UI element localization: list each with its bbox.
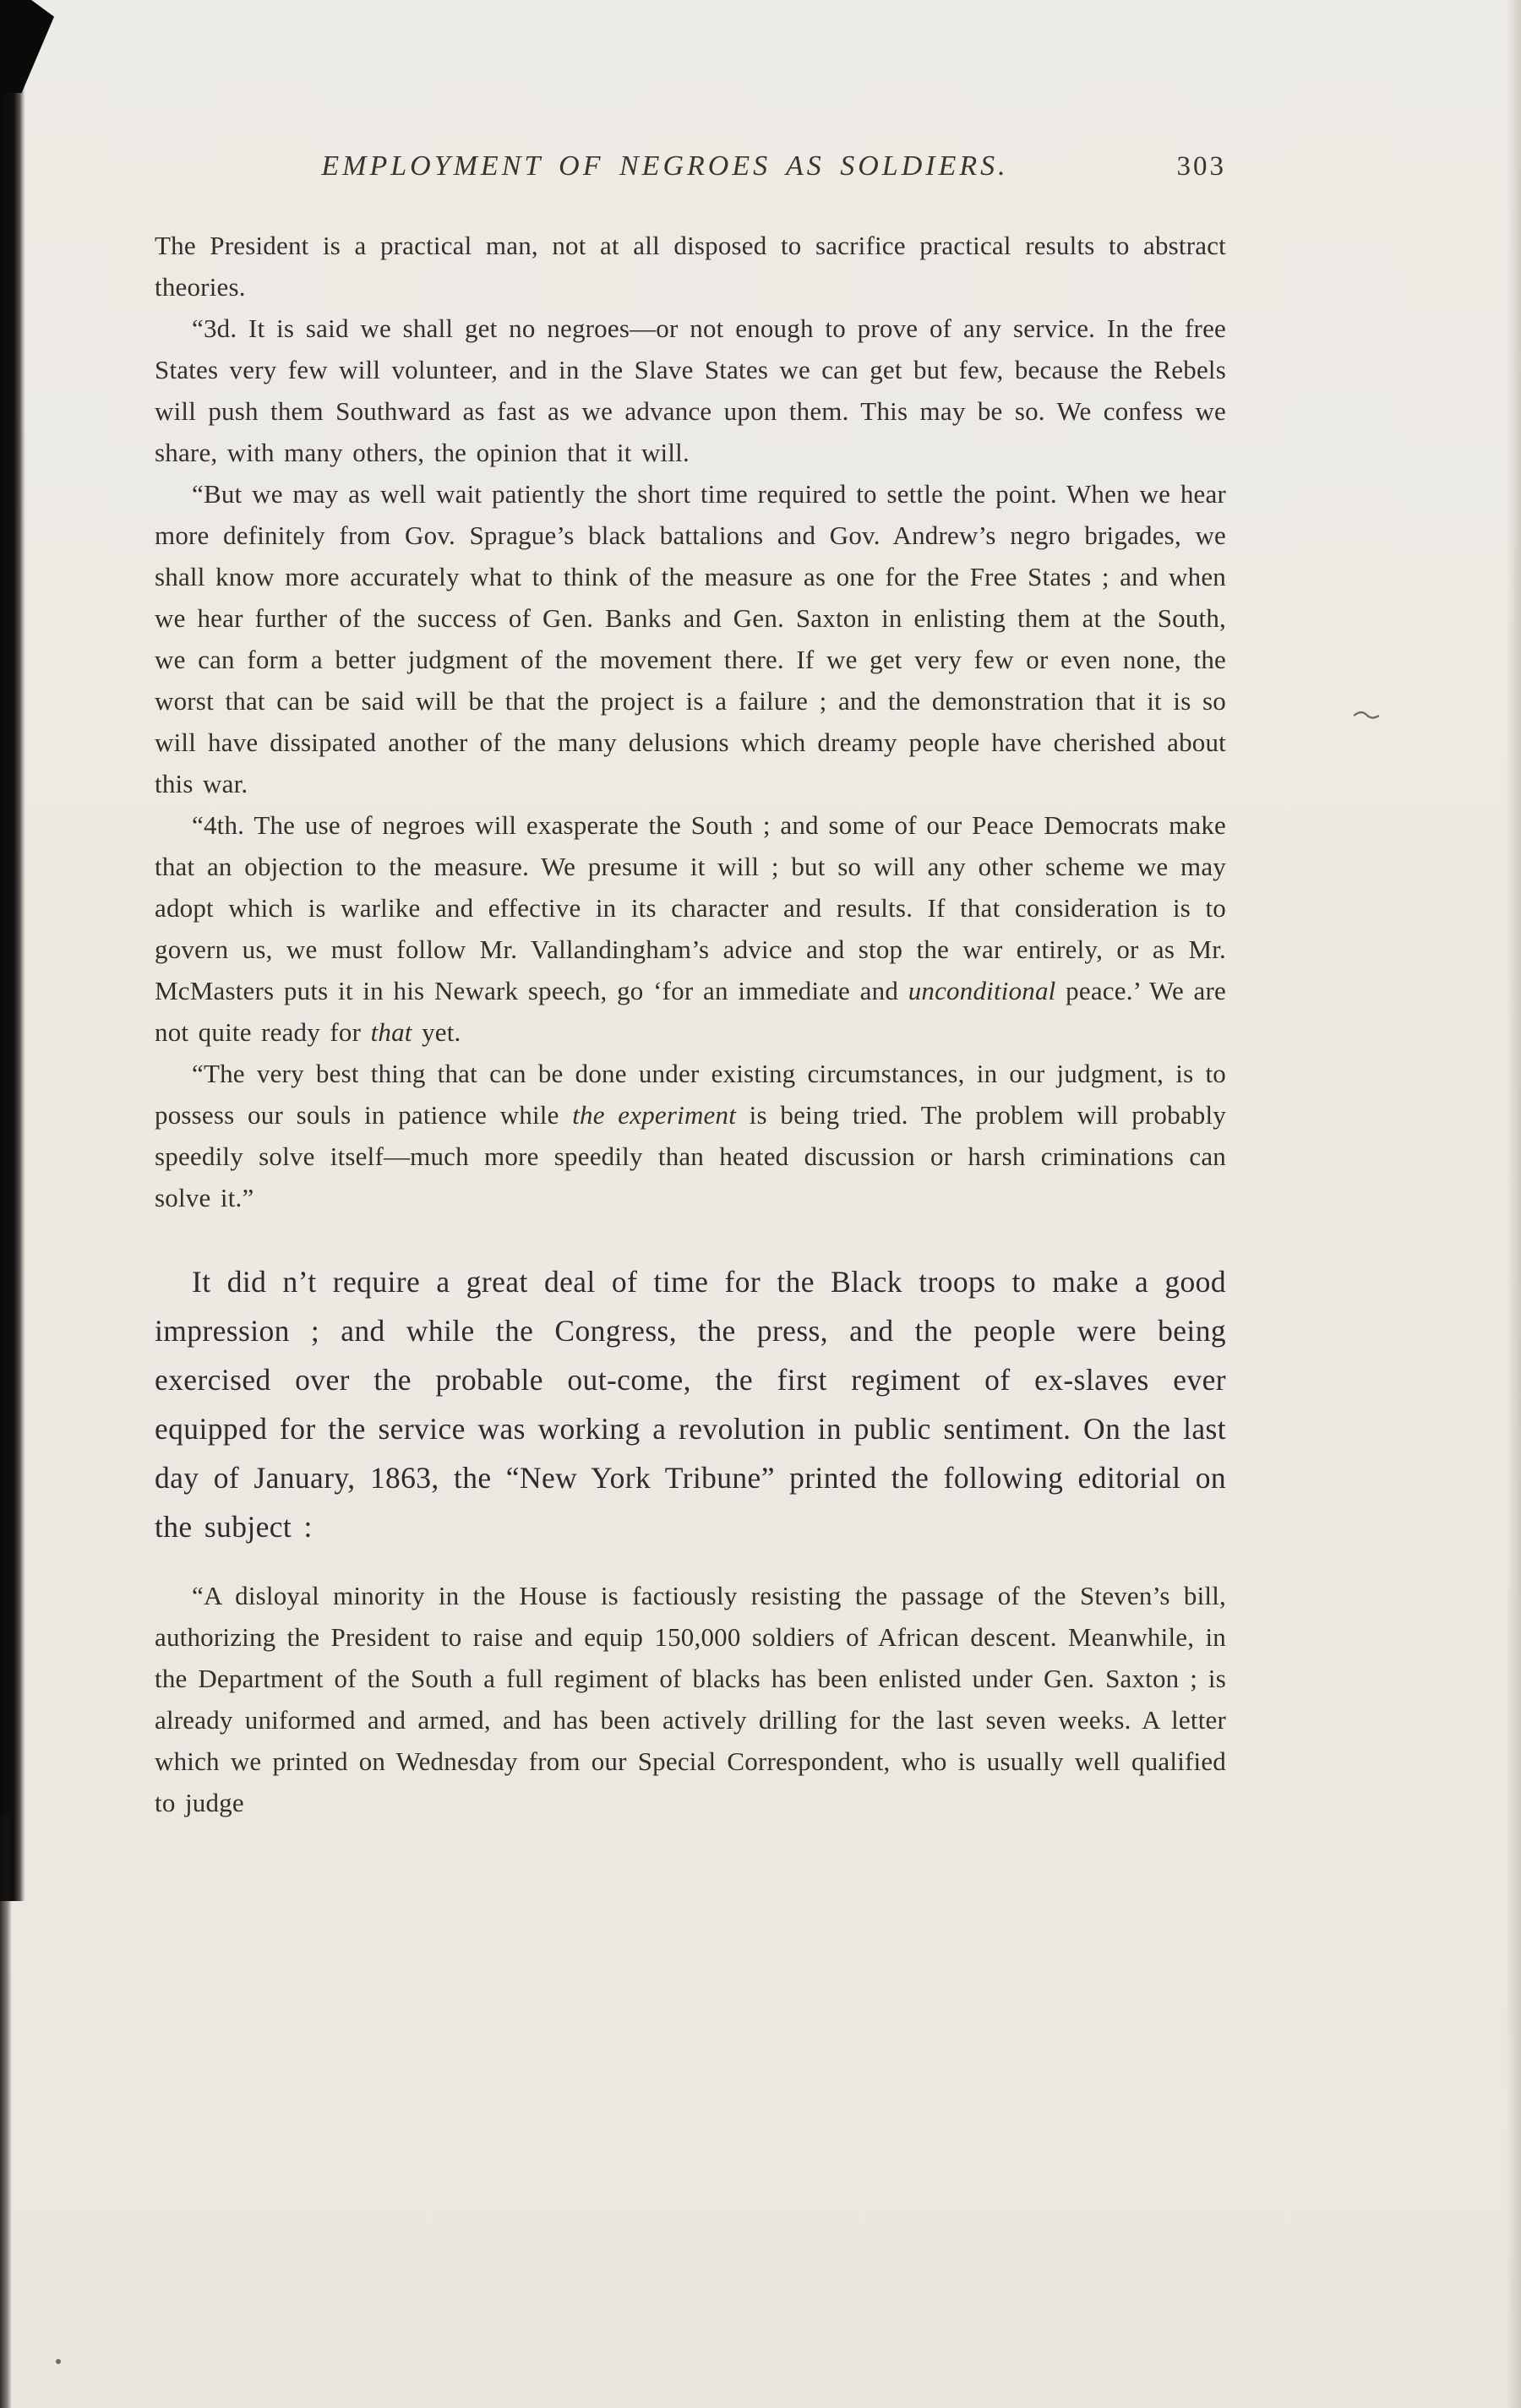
text-segment: peace.’ We are not quite ready for bbox=[155, 976, 1226, 1047]
paragraph bbox=[155, 1053, 1226, 1218]
running-header bbox=[155, 150, 1226, 189]
scan-right-edge-shade bbox=[1506, 0, 1521, 2408]
paragraph bbox=[155, 225, 1226, 308]
text-segment: “The very best thing that can be done under existing circumstances, in our judgment, is to possess our souls in patience while bbox=[155, 1059, 1226, 1130]
header-title: EMPLOYMENT OF NEGROES AS SOLDIERS. bbox=[321, 150, 1009, 182]
page-number: 303 bbox=[1176, 151, 1226, 182]
squiggle-icon bbox=[1353, 708, 1380, 724]
text-segment: is being tried. The problem will probably speedily solve itself—much more speedily than heated discussion or harsh criminations can solve it.” bbox=[155, 1100, 1227, 1212]
page-body bbox=[155, 225, 1226, 1823]
paragraph bbox=[155, 473, 1226, 804]
text-segment: “4th. The use of negroes will exasperate the South ; and some of our Peace Democrats make that an objection to the measure. We presume it will ; but so will any other scheme we may adopt which is warlike and effective in its character and results. If that consideration is to govern us, we must follow Mr. Vallandingham’s advice and stop the war entirely, or as Mr. McMasters puts it in his Newark speech, go ‘for an immediate and bbox=[155, 810, 1226, 1005]
scan-ink-dot bbox=[56, 2359, 61, 2364]
text-segment: The President is a practical man, not at all disposed to sacrifice practical results to abstract theories. bbox=[155, 231, 1226, 302]
text-segment: yet. bbox=[412, 1017, 461, 1047]
margin-pen-mark bbox=[1353, 708, 1380, 724]
text-segment: “But we may as well wait patiently the short time required to settle the point. When we hear more definitely from Gov. Sprague’s black battalions and Gov. Andrew’s negro brigades, we shall know more accurately what to think of the measure as one for the Free States ; and when we hear further of the success of Gen. Banks and Gen. Saxton in enlisting them at the South, we can form a better judgment of the movement there. If we get very few or even none, the worst that can be said will be that the project is a failure ; and the demonstration that it is so will have dissipated another of the many delusions which dreamy people have cherished about this war. bbox=[155, 479, 1226, 798]
scan-binding-shadow-lower bbox=[0, 1817, 12, 2408]
text-segment: that bbox=[370, 1017, 412, 1047]
paragraph bbox=[155, 1257, 1226, 1551]
text-segment: the experiment bbox=[572, 1100, 737, 1130]
scan-binding-shadow bbox=[0, 0, 25, 1901]
paragraph bbox=[155, 804, 1226, 1053]
text-segment: “3d. It is said we shall get no negroes—or not enough to prove of any service. In the free States very few will volunteer, and in the Slave States we can get but few, because the Rebels will push them Southward as fast as we advance upon them. This may be so. We confess we share, with many others, the opinion that it will. bbox=[155, 313, 1226, 467]
text-segment: It did n’t require a great deal of time for the Black troops to make a good impression ; and while the Congress, the press, and the people were being exercised over the probable out-come, the first regiment of ex-slaves ever equipped for the service was working a revolution in public sentiment. On the last day of January, 1863, the “New York Tribune” printed the following editorial on the subject : bbox=[155, 1265, 1226, 1544]
text-segment: “A disloyal minority in the House is factiously resisting the passage of the Steven’s bill, authorizing the President to raise and equip 150,000 soldiers of African descent. Meanwhile, in the Department of the South a full regiment of blacks has been enlisted under Gen. Saxton ; is already uniformed and armed, and has been actively drilling for the last seven weeks. A letter which we printed on Wednesday from our Special Correspondent, who is usually well qualified to judge bbox=[155, 1581, 1226, 1817]
paragraph bbox=[155, 308, 1226, 473]
paragraph bbox=[155, 1575, 1226, 1823]
text-segment: unconditional bbox=[908, 976, 1056, 1005]
scan-corner-mark bbox=[0, 0, 54, 93]
